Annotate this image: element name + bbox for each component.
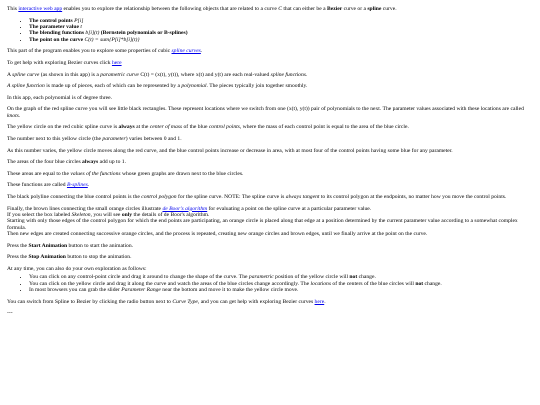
list-item: • The parameter value t <box>29 24 533 30</box>
exploration-intro: At any time, you can also do your own exploration as follows: <box>7 265 147 272</box>
bsplines-paragraph: These functions are called B-splines. <box>7 182 90 189</box>
spline-function-definition: A spline function is made up of pieces, each of which can be represented by a polynomial. The pieces typically join together smoothly. <box>7 83 308 90</box>
intro-paragraph: This interactive web app enables you to explore the relationship between the following objects that are related to a curve C that can either be a Bezier curve or a spline curve. <box>7 6 397 12</box>
parameter-number-paragraph: The number next to this yellow circle (the parameter) varies between 0 and 1. <box>7 135 182 142</box>
exploration-list <box>7 274 533 293</box>
program-part-paragraph: This part of the program enables you to explore some properties of cubic spline curves. <box>7 48 203 55</box>
list-item: • You can click on the yellow circle and drag it along the curve and watch the areas of the blue circles change accordingly. The locations of the centers of the blue circles will not change. <box>29 281 533 287</box>
list-item: • You can click on any control-point circle and drag it around to change the shape of the curve. The parametric position of the yellow circle will not change. <box>29 274 533 280</box>
control-polygon-paragraph: The black polyline connecting the blue control points is the control polygon for the spline curve. NOTE: The spline curve is always tangent to its control polygon at the endpoints, no matter how you move the control points. <box>7 193 507 200</box>
de-boor-algorithm-link[interactable]: de Boor's algorithm <box>162 205 208 212</box>
bezier-help-link-2[interactable]: here <box>314 298 325 305</box>
number-varies-paragraph: As this number varies, the yellow circle moves along the red curve, and the blue control points increase or decrease in area, with at most four of the control points having some blue for any parameter. <box>7 147 453 154</box>
spline-curve-definition: A spline curve (as shown in this app) is a parametric curve C(t) = (x(t), y(t)), where x(t) and y(t) are each real-valued spline functions. <box>7 71 308 78</box>
de-boor-paragraph: Finally, the brown lines connecting the small orange circles illustrate de Boor's algorithm for evaluating a point on the spline curve at a particular parameter value. If you select the box labeled Skeleton, you will see only the details of de Boor's algorithm. Starting with only those edges of the control polygon for which the end points are participating, an orange circle is placed along that edge at a position determined by the current parameter value according to a somewhat complex formula. Then new edges are created connecting successive orange circles, and the process is repeated, creating new orange circles and brown edges, until we finally arrive at the point on the curve. <box>7 205 518 238</box>
degree-paragraph: In this app, each polynomial is of degree three. <box>7 94 113 101</box>
knots-paragraph: On the graph of the red spline curve you will see little black rectangles. These represent locations where we switch from one (x(t), y(t)) pair of polynomials to the next. The parameter values associated with these locations are called knots. <box>7 106 524 119</box>
bezier-help-paragraph: To get help with exploring Bezier curves click here <box>7 60 122 66</box>
list-item: • The blending functions b[i](t) (Bernstein polynomials or B-splines) <box>29 30 533 36</box>
spline-curves-link[interactable]: spline curves <box>171 48 201 55</box>
footer-separator: --- <box>7 310 13 317</box>
list-item: • In most browsers you can grab the slider Parameter Range near the bottom and move it to make the yellow circle move. <box>29 287 533 293</box>
list-item: • The control points P[i] <box>29 18 533 24</box>
areas-sum-paragraph: The areas of the four blue circles always add up to 1. <box>7 159 126 166</box>
list-item: • The point on the curve C(t) = sum{P[i]*b[i](t)} <box>29 37 533 43</box>
objects-list <box>7 18 533 44</box>
stop-animation-paragraph: Press the Stop Animation button to stop the animation. <box>7 254 132 261</box>
start-animation-paragraph: Press the Start Animation button to start the animation. <box>7 242 134 249</box>
switch-curve-paragraph: You can switch from Spline to Bezier by clicking the radio button next to Curve Type, and you can get help with exploring Bezier curves here. <box>7 298 326 305</box>
interactive-web-app-link[interactable]: interactive web app <box>18 6 63 12</box>
areas-equal-paragraph: These areas are equal to the values of the functions whose green graphs are drawn next to the blue circles. <box>7 170 244 177</box>
yellow-circle-paragraph: The yellow circle on the red cubic spline curve is always at the center of mass of the blue control points, where the mass of each control point is equal to the area of the blue circle. <box>7 124 409 131</box>
bezier-help-link[interactable]: here <box>111 60 122 66</box>
b-splines-link[interactable]: B-splines <box>66 182 88 189</box>
